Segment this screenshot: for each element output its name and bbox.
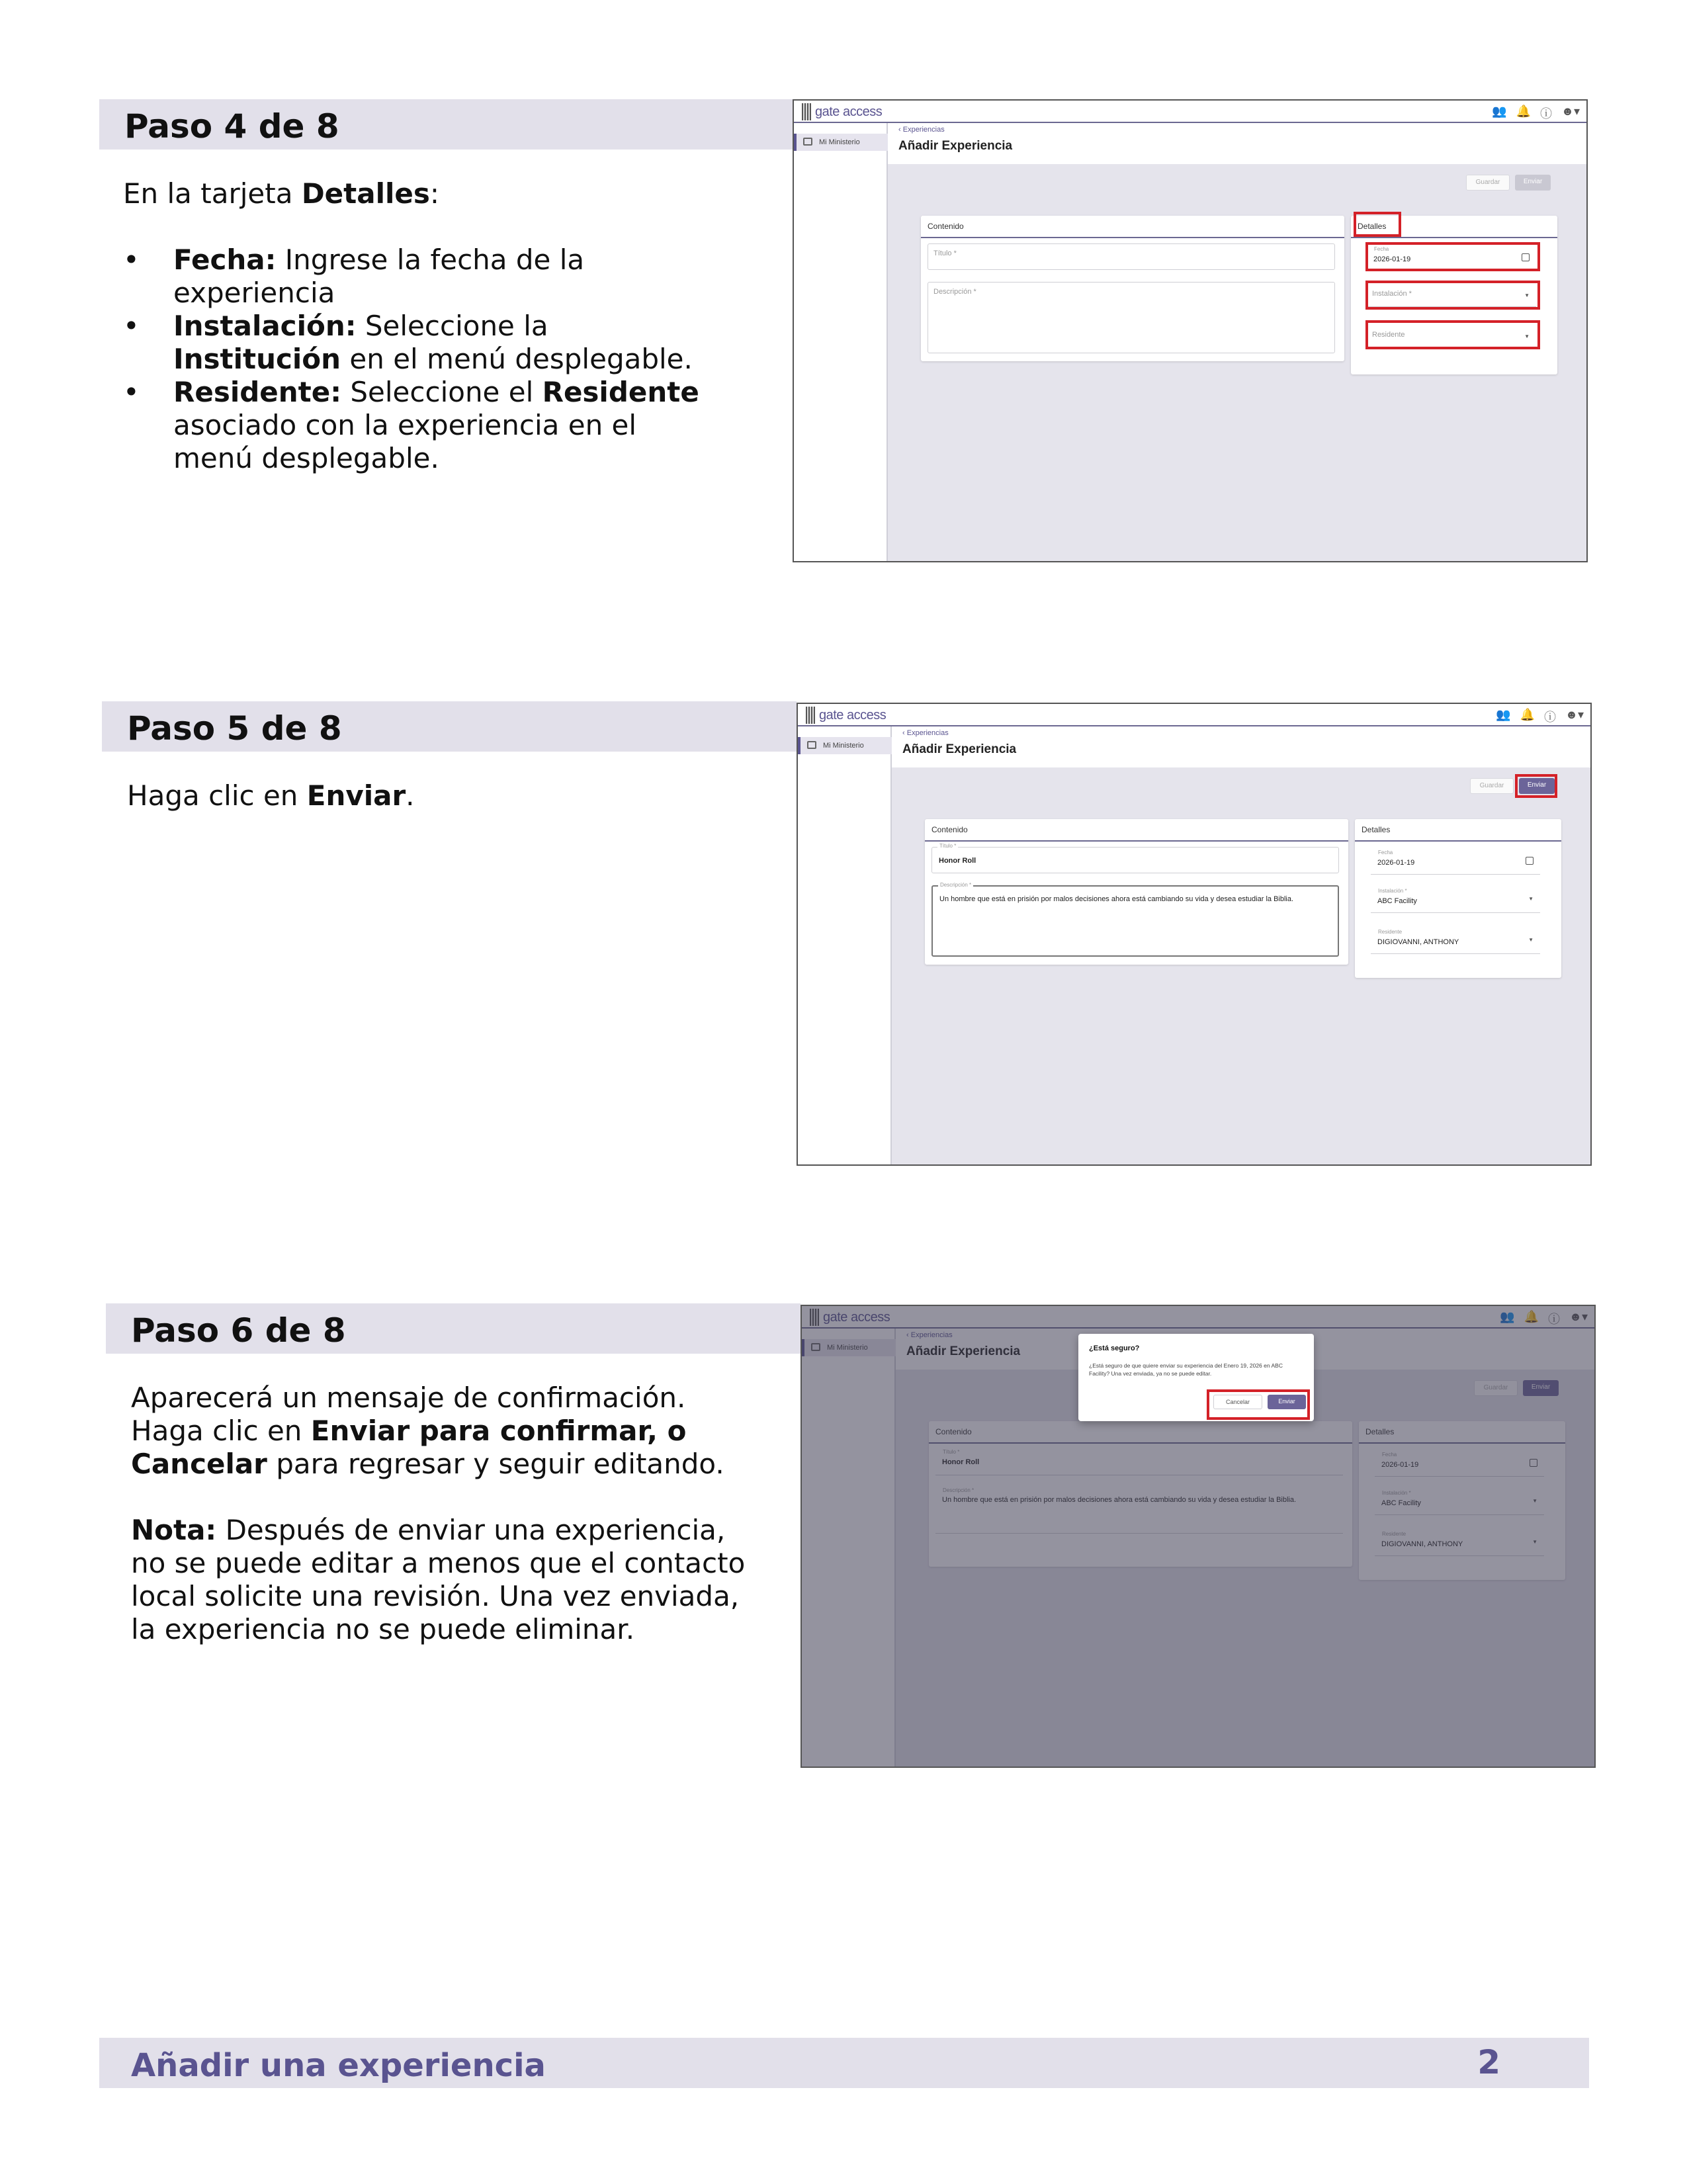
highlight-facility-field xyxy=(1365,281,1540,310)
step-4-intro: En la tarjeta Detalles: xyxy=(123,177,440,210)
highlight-dialog-buttons xyxy=(1207,1389,1310,1420)
content-card-title: Contenido xyxy=(921,216,1344,238)
footer-title: Añadir una experiencia xyxy=(131,2047,546,2084)
save-button[interactable]: Guardar xyxy=(1470,778,1514,794)
details-card xyxy=(1355,819,1561,978)
help-icon[interactable]: ⓘ xyxy=(1540,107,1553,120)
dialog-cancel-button[interactable]: Cancelar xyxy=(1213,1395,1262,1409)
step-4-bullet-list xyxy=(123,243,718,475)
app-topbar xyxy=(794,101,1586,123)
chevron-down-icon: ▼ xyxy=(1524,292,1530,298)
bell-icon[interactable]: 🔔 xyxy=(1520,708,1536,721)
title-input[interactable]: Título * Honor Roll xyxy=(931,847,1339,873)
app-logo[interactable]: gate access xyxy=(806,707,886,724)
screenshot-step-6 xyxy=(800,1305,1596,1768)
highlight-date-field xyxy=(1365,242,1540,271)
page-title: Añadir Experiencia xyxy=(898,139,1013,153)
content-card xyxy=(921,216,1344,361)
resident-select[interactable]: Residente ▼ xyxy=(1367,326,1536,348)
highlight-details-tab xyxy=(1354,212,1401,237)
page-footer xyxy=(99,2038,1589,2088)
app-logo[interactable]: gate access xyxy=(802,103,882,120)
step-6-note: Nota: Después de enviar una experiencia, no se puede editar a menos que el contacto local solicite una revisión. Una vez enviada, la experiencia no se puede eliminar. xyxy=(131,1514,746,1645)
send-button[interactable]: Enviar xyxy=(1519,778,1555,794)
step-5-header xyxy=(102,701,797,752)
description-input[interactable]: Descripción * Un hombre que está en prisión por malos decisiones ahora está cambiando su vida y desea estudiar la Biblia. xyxy=(931,885,1339,957)
facility-select[interactable]: Instalación * ▼ xyxy=(1367,284,1536,307)
app-sidebar xyxy=(794,123,888,562)
description-input[interactable]: Descripción * xyxy=(928,282,1335,353)
app-content xyxy=(888,123,1586,561)
calendar-icon[interactable] xyxy=(1526,857,1534,865)
details-card-title: Detalles xyxy=(1351,216,1557,238)
page-number: 2 xyxy=(1477,2043,1500,2081)
details-card-title: Detalles xyxy=(1355,819,1561,842)
topbar-icons xyxy=(1492,105,1580,122)
bullet-instalacion: • Instalación: Seleccione la Institución en el menú desplegable. xyxy=(123,310,718,376)
avatar-icon[interactable]: ☻▾ xyxy=(1561,105,1580,118)
step-4-instructions xyxy=(123,177,718,475)
date-field[interactable]: Fecha 2026-01-19 xyxy=(1367,246,1536,271)
ministry-icon xyxy=(807,741,816,749)
page-header xyxy=(888,123,1586,164)
avatar-icon[interactable]: ☻▾ xyxy=(1565,708,1584,721)
chevron-down-icon: ▼ xyxy=(1528,896,1534,902)
resident-select[interactable]: Residente DIGIOVANNI, ANTHONY ▼ xyxy=(1371,929,1540,954)
logo-icon xyxy=(802,103,811,120)
chevron-down-icon: ▼ xyxy=(1528,937,1534,943)
send-button[interactable]: Enviar xyxy=(1515,175,1551,191)
step-6-paragraph: Aparecerá un mensaje de confirmación. Haga clic en Enviar para confirmar, o Cancelar para regresar y seguir editando. xyxy=(131,1381,724,1480)
step-6-header xyxy=(106,1303,800,1354)
step-6-instructions xyxy=(131,1381,766,1646)
bullet-fecha: • Fecha: Ingrese la fecha de la experiencia xyxy=(123,243,718,310)
screenshot-step-4 xyxy=(793,99,1588,562)
page-title: Añadir Experiencia xyxy=(902,742,1017,756)
app-topbar xyxy=(798,704,1590,726)
highlight-resident-field xyxy=(1365,320,1540,349)
dialog-message: ¿Está seguro de que quiere enviar su experiencia del Enero 19, 2026 en ABC Facility? Una vez enviada, ya no se puede editar. xyxy=(1089,1362,1283,1377)
step-6-title: Paso 6 de 8 xyxy=(131,1311,346,1350)
ministry-icon xyxy=(803,138,812,146)
breadcrumb[interactable]: ‹ Experiencias xyxy=(898,126,945,134)
step-5-instructions: Haga clic en Enviar. xyxy=(127,779,415,812)
bullet-residente: • Residente: Seleccione el Residente asociado con la experiencia en el menú desplegable. xyxy=(123,376,718,475)
app-content xyxy=(892,726,1590,1164)
chevron-down-icon: ▼ xyxy=(1524,333,1530,339)
step-5-title: Paso 5 de 8 xyxy=(127,709,342,748)
content-card xyxy=(925,819,1348,965)
logo-icon xyxy=(806,707,815,724)
highlight-send-button xyxy=(1515,774,1557,798)
step-4-header xyxy=(99,99,794,150)
content-card-title: Contenido xyxy=(925,819,1348,842)
step-4-title: Paso 4 de 8 xyxy=(124,107,339,146)
title-input[interactable]: Título * xyxy=(928,243,1335,270)
dialog-send-button[interactable]: Enviar xyxy=(1268,1395,1306,1409)
facility-select[interactable]: Instalación * ABC Facility ▼ xyxy=(1371,888,1540,913)
sidebar-item-mi-ministerio[interactable]: Mi Ministerio xyxy=(798,737,892,754)
app-sidebar xyxy=(798,726,892,1166)
help-icon[interactable]: ⓘ xyxy=(1544,711,1557,724)
users-icon[interactable]: 👥 xyxy=(1496,708,1511,721)
save-button[interactable]: Guardar xyxy=(1466,175,1510,191)
bell-icon[interactable]: 🔔 xyxy=(1516,105,1532,118)
users-icon[interactable]: 👥 xyxy=(1492,105,1507,118)
breadcrumb[interactable]: ‹ Experiencias xyxy=(902,729,949,737)
screenshot-step-5 xyxy=(797,703,1592,1166)
sidebar-item-mi-ministerio[interactable]: Mi Ministerio xyxy=(794,134,888,151)
dialog-title: ¿Está seguro? xyxy=(1089,1344,1140,1352)
date-field[interactable]: Fecha 2026-01-19 xyxy=(1371,850,1540,875)
page-header xyxy=(892,726,1590,767)
topbar-icons xyxy=(1496,708,1584,725)
